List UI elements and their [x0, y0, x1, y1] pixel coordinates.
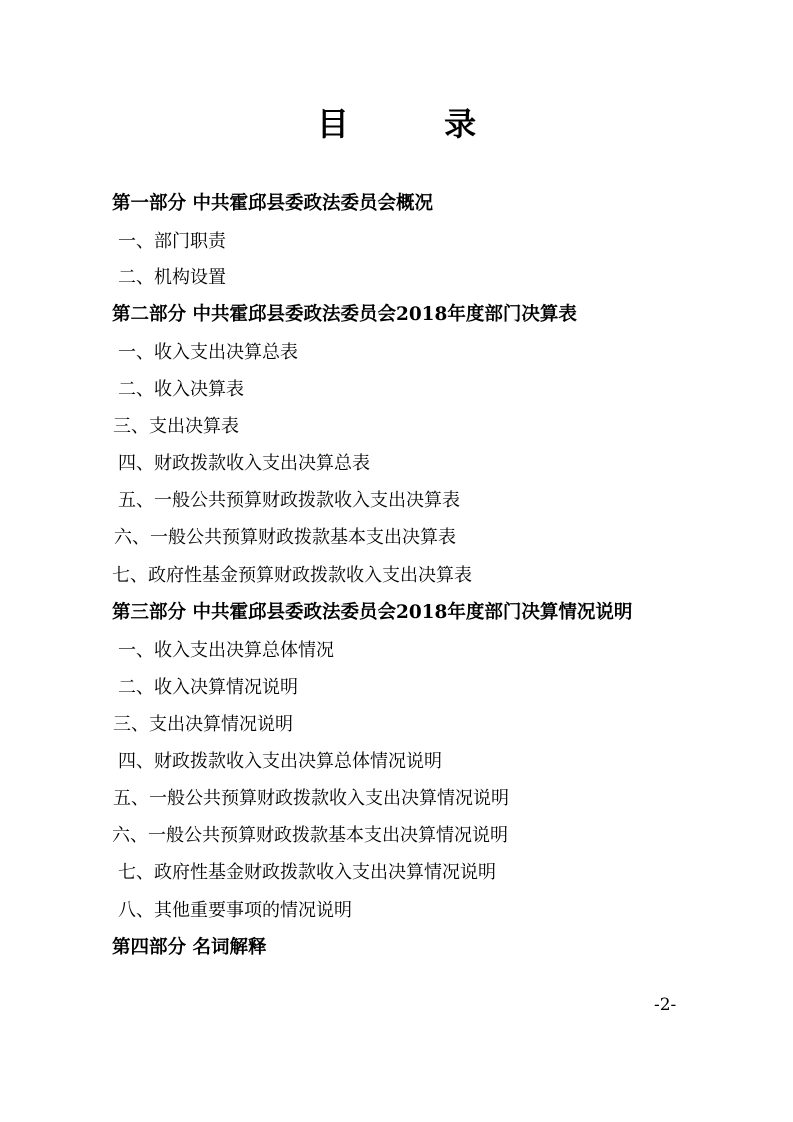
toc-title: 目 录: [316, 105, 519, 143]
toc-item[interactable]: 七、政府性基金预算财政拨款收入支出决算表: [112, 565, 472, 586]
toc-item[interactable]: 六、一般公共预算财政拨款基本支出决算表: [114, 527, 456, 548]
toc-part-heading[interactable]: 第一部分 中共霍邱县委政法委员会概况: [112, 193, 433, 214]
toc-item[interactable]: 三、支出决算表: [113, 416, 239, 437]
toc-item[interactable]: 五、一般公共预算财政拨款收入支出决算情况说明: [113, 788, 509, 809]
toc-part-heading[interactable]: 第四部分 名词解释: [112, 937, 267, 958]
toc-item[interactable]: 六、一般公共预算财政拨款基本支出决算情况说明: [112, 825, 508, 846]
toc-item[interactable]: 四、财政拨款收入支出决算总体情况说明: [118, 751, 442, 772]
toc-item[interactable]: 一、收入支出决算总表: [118, 342, 298, 363]
page-number: -2-: [654, 995, 677, 1015]
toc-item[interactable]: 七、政府性基金财政拨款收入支出决算情况说明: [118, 862, 496, 883]
toc-item[interactable]: 二、收入决算表: [118, 379, 244, 400]
toc-item[interactable]: 五、一般公共预算财政拨款收入支出决算表: [118, 490, 460, 511]
toc-item[interactable]: 一、部门职责: [118, 231, 226, 252]
toc-item[interactable]: 三、支出决算情况说明: [113, 714, 293, 735]
toc-item[interactable]: 二、收入决算情况说明: [118, 677, 298, 698]
toc-item[interactable]: 二、机构设置: [118, 267, 226, 288]
toc-part-heading[interactable]: 第三部分 中共霍邱县委政法委员会2018年度部门决算情况说明: [112, 602, 633, 623]
toc-item[interactable]: 八、其他重要事项的情况说明: [118, 900, 352, 921]
toc-item[interactable]: 四、财政拨款收入支出决算总表: [118, 453, 370, 474]
toc-item[interactable]: 一、收入支出决算总体情况: [118, 640, 334, 661]
toc-part-heading[interactable]: 第二部分 中共霍邱县委政法委员会2018年度部门决算表: [112, 304, 577, 325]
